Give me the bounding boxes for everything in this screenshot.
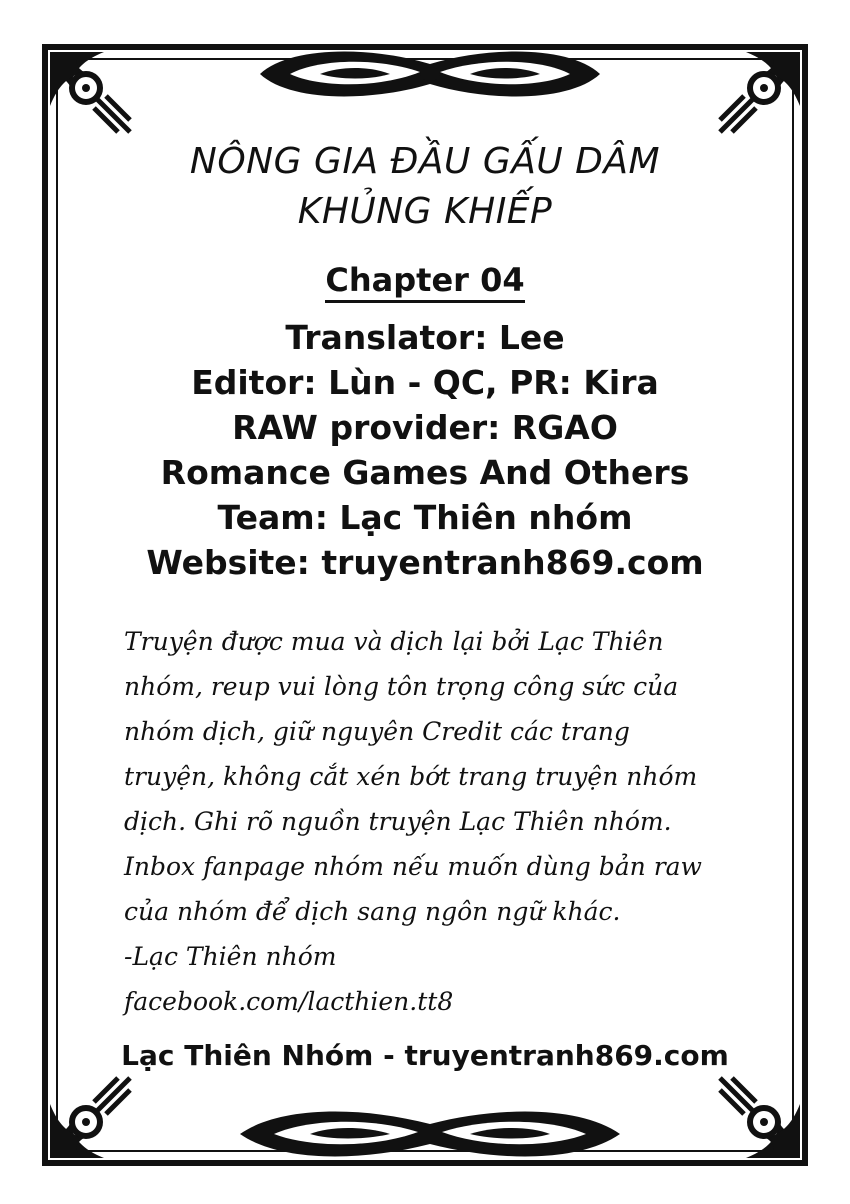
notice-line: Truyện được mua và dịch lại bởi Lạc Thiên <box>124 627 664 656</box>
top-scroll-ornament <box>250 44 610 104</box>
title-line-2: KHỦNG KHIẾP <box>297 191 553 232</box>
notice-line: của nhóm để dịch sang ngôn ngữ khác. <box>124 897 621 926</box>
notice-line: nhóm dịch, giữ nguyên Credit các trang <box>124 717 630 746</box>
chapter-heading <box>90 258 760 302</box>
chapter-label: Chapter 04 <box>325 261 524 303</box>
corner-ornament-bottom-left <box>44 1068 140 1164</box>
notice-line: Inbox fanpage nhóm nếu muốn dùng bản raw <box>124 852 702 881</box>
credit-website: Website: truyentranh869.com <box>146 543 704 582</box>
title-line-1: NÔNG GIA ĐẦU GẤU DÂM <box>189 141 661 182</box>
credit-team: Team: Lạc Thiên nhóm <box>217 498 633 537</box>
notice-line: dịch. Ghi rõ nguồn truyện Lạc Thiên nhóm. <box>124 807 672 836</box>
notice-signature: -Lạc Thiên nhóm <box>124 942 337 971</box>
credit-editor: Editor: Lùn - QC, PR: Kira <box>191 363 659 402</box>
corner-ornament-bottom-right <box>710 1068 806 1164</box>
notice-line: nhóm, reup vui lòng tôn trọng công sức của <box>124 672 679 701</box>
corner-ornament-top-left <box>44 46 140 142</box>
corner-ornament-top-right <box>710 46 806 142</box>
notice-facebook: facebook.com/lacthien.tt8 <box>124 987 454 1016</box>
credit-raw-provider: RAW provider: RGAO <box>232 408 618 447</box>
bottom-scroll-ornament <box>230 1104 630 1164</box>
notice-line: truyện, không cắt xén bớt trang truyện nhóm <box>124 762 698 791</box>
credit-translator: Translator: Lee <box>285 318 565 357</box>
footer-credit: Lạc Thiên Nhóm - truyentranh869.com <box>121 1039 729 1072</box>
credit-raw-group: Romance Games And Others <box>160 453 690 492</box>
